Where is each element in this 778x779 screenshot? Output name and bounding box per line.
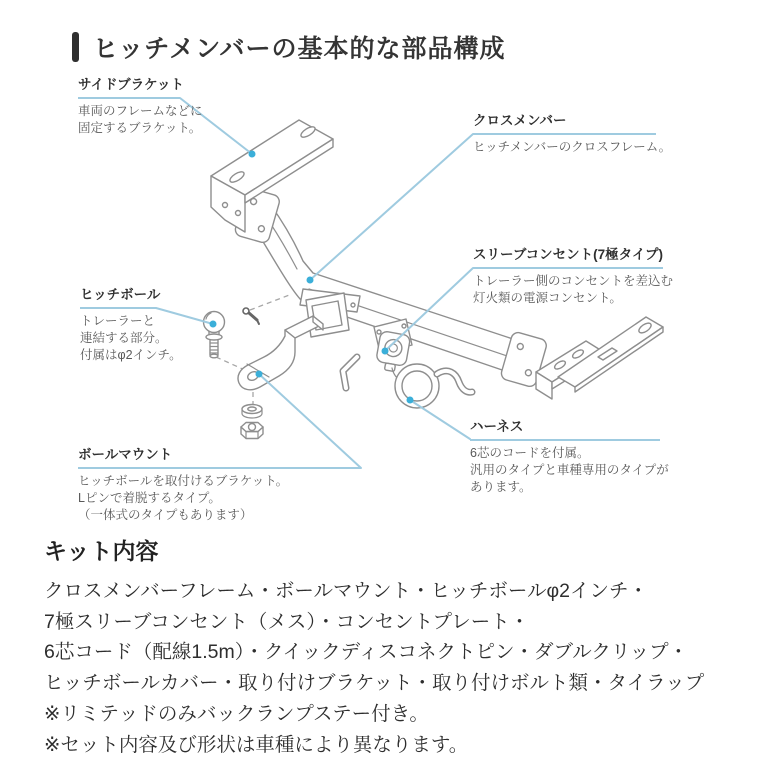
callout-cross-member-label: クロスメンバー — [473, 112, 656, 135]
callout-sleeve-outlet-desc: トレーラー側のコンセントを差込む 灯火類の電源コンセント。 — [473, 274, 674, 305]
note-line: ※セット内容及び形状は車種により異なります。 — [44, 733, 469, 756]
callout-side-bracket-label: サイドブラケット — [78, 76, 180, 99]
callout-side-bracket-desc: 車両のフレームなどに 固定するブラケット。 — [78, 104, 203, 135]
callout-cross-member — [473, 112, 672, 156]
kit-line: ヒッチボールカバー・取り付けブラケット・取り付けボルト類・タイラップ — [44, 671, 705, 694]
kit-section — [44, 533, 704, 698]
washer-part — [242, 405, 262, 419]
hitch-ball-part — [204, 312, 225, 358]
nut-part — [241, 423, 263, 439]
right-side-bracket-part — [536, 317, 663, 399]
kit-line: クロスメンバーフレーム・ボールマウント・ヒッチボールφ2インチ・ — [44, 580, 649, 602]
ball-mount-part — [238, 316, 323, 390]
notes-section — [44, 699, 468, 760]
l-pin-part — [343, 357, 357, 388]
harness-part — [392, 364, 472, 408]
callout-cross-member-desc: ヒッチメンバーのクロスフレーム。 — [473, 140, 672, 154]
callout-ball-mount-desc: ヒッチボールを取付けるブラケット。 Lピンで着脱するタイプ。 （一体式のタイプもあります） — [78, 474, 289, 522]
quick-disconnect-pin-part — [243, 308, 259, 324]
sleeve-outlet-part — [374, 319, 412, 373]
callout-harness-desc: 6芯のコードを付属。 汎用のタイプと車種専用のタイプが あります。 — [470, 446, 669, 494]
callout-hitch-ball — [80, 286, 182, 364]
kit-line: 7極スリーブコンセント（メス）・コンセントプレート・ — [44, 610, 530, 633]
callout-harness — [470, 418, 669, 496]
kit-line: 6芯コード（配線1.5m）・クイックディスコネクトピン・ダブルクリップ・ — [44, 641, 689, 663]
callout-sleeve-outlet-label: スリーブコンセント(7極タイプ) — [473, 246, 663, 269]
callout-ball-mount — [78, 446, 361, 524]
callout-hitch-ball-label: ヒッチボール — [80, 286, 156, 309]
callout-hitch-ball-desc: トレーラーと 連結する部分。 付属はφ2インチ。 — [80, 314, 182, 362]
note-line: ※リミテッドのみバックランプステー付き。 — [44, 703, 429, 725]
callout-ball-mount-label: ボールマウント — [78, 446, 361, 469]
callout-harness-label: ハーネス — [470, 418, 660, 441]
page-title: ヒッチメンバーの基本的な部品構成 — [93, 35, 506, 63]
callout-sleeve-outlet — [473, 246, 674, 307]
kit-heading: キット内容 — [44, 538, 159, 564]
callout-side-bracket — [78, 76, 203, 137]
